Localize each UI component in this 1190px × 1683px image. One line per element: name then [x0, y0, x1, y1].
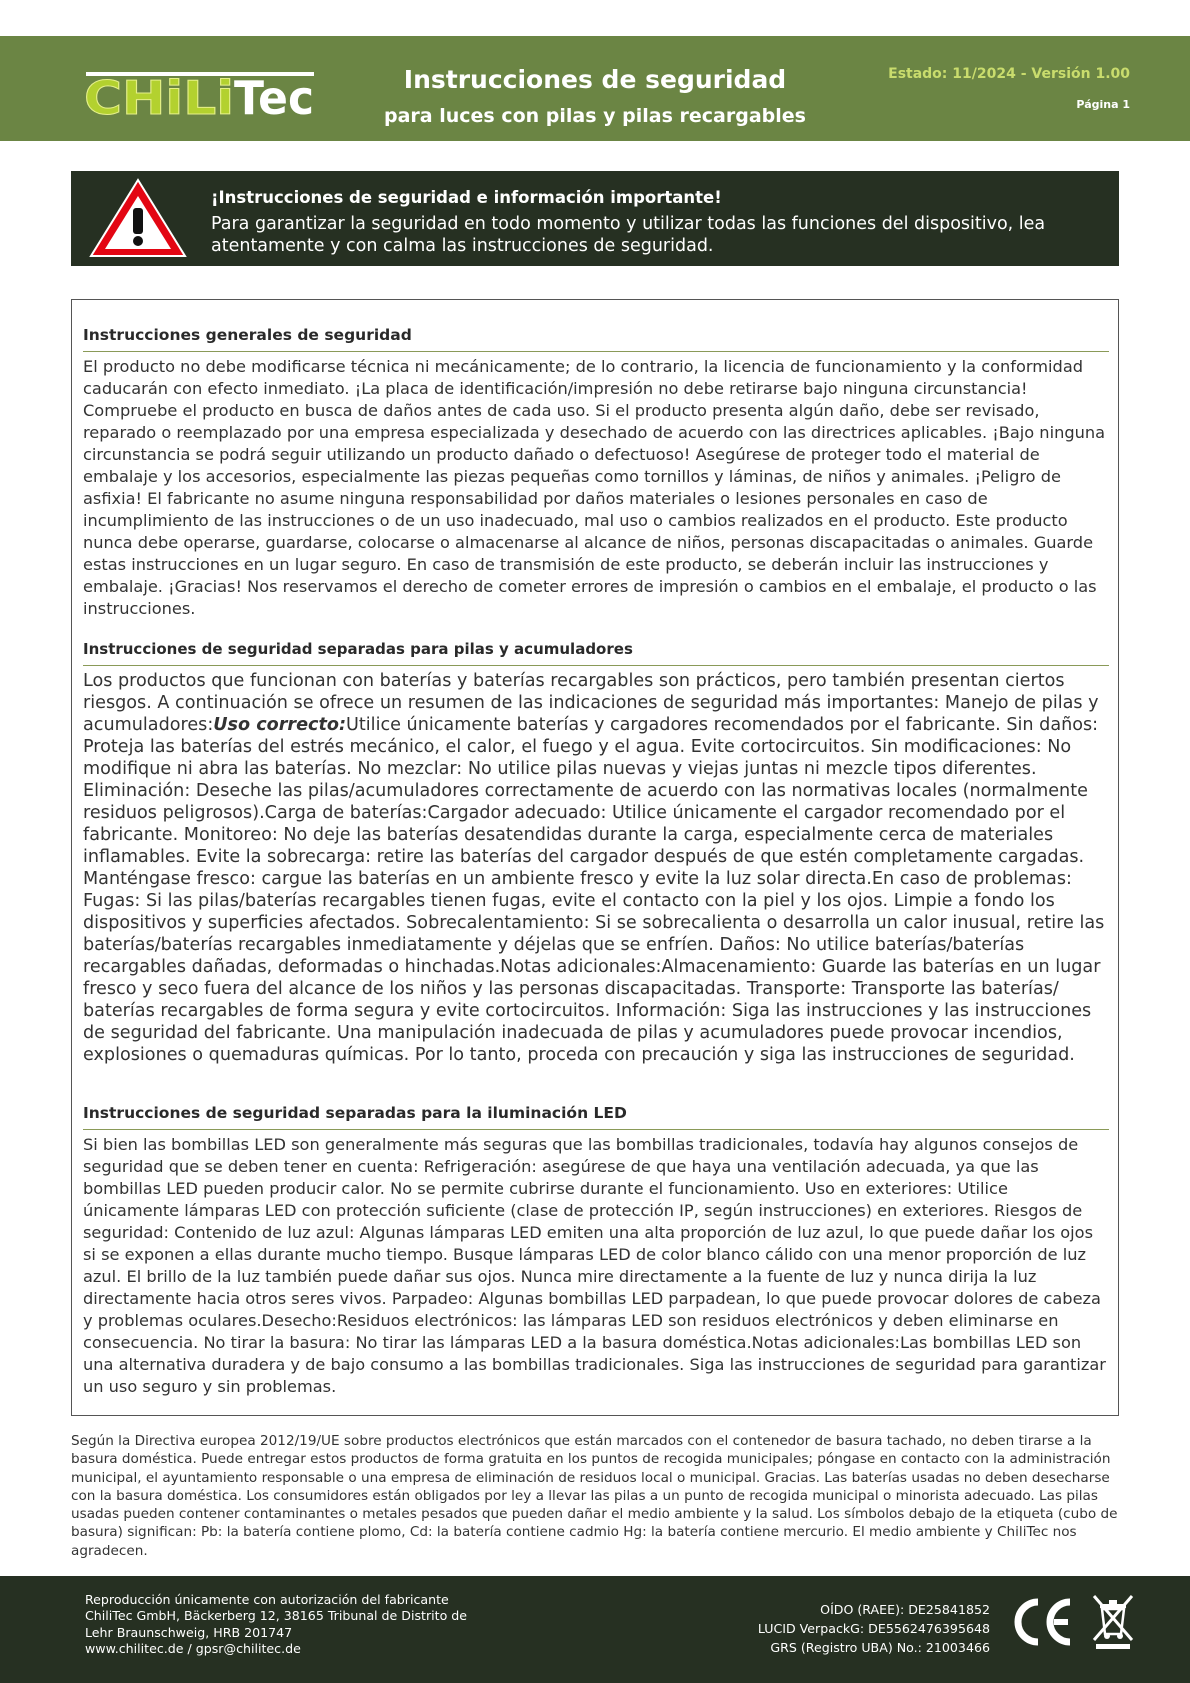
- section-general-safety: [83, 325, 1109, 620]
- section-title: Instrucciones de seguridad separadas para pilas y acumuladores: [83, 639, 1109, 666]
- warning-banner: [71, 171, 1119, 266]
- section-led-safety: [83, 1103, 1109, 1398]
- body-text: Los productos que funcionan con baterías y baterías recargables son prácticos, pero también presentan ciertos riesgos. A continuación se ofrece un resumen de las indicaciones de seguridad más importantes: Manejo de pilas y acumuladores:: [83, 671, 1099, 735]
- chilitec-logo: [84, 70, 316, 118]
- title-block: [330, 64, 860, 130]
- registration-info: [758, 1600, 990, 1657]
- warning-title: ¡Instrucciones de seguridad e información importante!: [211, 188, 722, 207]
- registration-line: LUCID VerpackG: DE5562476395648: [757, 1621, 990, 1636]
- warning-triangle-icon: [88, 176, 188, 260]
- svg-text:Tec: Tec: [234, 71, 314, 118]
- manufacturer-info: [85, 1592, 467, 1657]
- section-body: Si bien las bombillas LED son generalmente más seguras que las bombillas tradicionales, todavía hay algunos consejos de seguridad que se deben tener en cuenta: Refrigeración: asegúrese de que haya una ventilación adecuada, ya que las bombillas LED pueden producir calor. No se permite cubrirse durante el funcionamiento. Uso en exteriores: Utilice únicamente lámparas LED con protección suficiente (clase de protección IP, según instrucciones) en exteriores. Riesgos de seguridad: Contenido de luz azul: Algunas lámparas LED emiten una alta proporción de luz azul, lo que puede dañar los ojos si se exponen a ellas durante mucho tiempo. Busque lámparas LED de color blanco cálido con una menor proporción de luz azul. El brillo de la luz también puede dañar sus ojos. Nunca mire directamente a la fuente de luz y nunca dirija la luz directamente hacia otros seres vivos. Parpadeo: Algunas bombillas LED parpadean, lo que puede provocar dolores de cabeza y problemas oculares.Desecho:Residuos electrónicos: las lámparas LED son residuos electrónicos y deben eliminarse en consecuencia. No tirar la basura: No tirar las lámparas LED a la basura doméstica.Notas adicionales:Las bombillas LED son una alternativa duradera y de bajo consumo a las bombillas tradicionales. Siga las instrucciones de seguridad para garantizar un uso seguro y sin problemas.: [83, 1135, 1106, 1396]
- section-battery-safety: [83, 639, 1109, 1066]
- page-footer: [0, 1576, 1190, 1683]
- version-status: Estado: 11/2024 - Versión 1.00: [888, 66, 1130, 82]
- safety-instructions-box: [71, 299, 1119, 1416]
- ce-mark-icon: [1010, 1596, 1074, 1648]
- footer-line: Lehr Braunschweig, HRB 201747: [85, 1624, 293, 1640]
- section-title: Instrucciones generales de seguridad: [83, 325, 1109, 352]
- section-body: [83, 670, 1109, 1066]
- section-body: El producto no debe modificarse técnica ni mecánicamente; de lo contrario, la licencia de funcionamiento y la conformidad caducarán con efecto inmediato. ¡La placa de identificación/impresión no debe retirarse bajo ninguna circunstancia! Compruebe el producto en busca de daños antes de cada uso. Si el producto presenta algún daño, debe ser revisado, reparado o reemplazado por una empresa especializada y desechado de acuerdo con las directrices aplicables. ¡Bajo ninguna circunstancia se podrá seguir utilizando un producto dañado o defectuoso! Asegúrese de proteger todo el material de embalaje y los accesorios, especialmente las piezas pequeñas como tornillos y láminas, de niños y animales. ¡Peligro de asfixia! El fabricante no asume ninguna responsabilidad por daños materiales o lesiones personales en caso de incumplimiento de las instrucciones o de un uso inadecuado, mal uso o cambios realizados en el producto. Este producto nunca debe operarse, guardarse, colocarse o almacenarse al alcance de niños, personas discapacitadas o animales. Guarde estas instrucciones en un lugar seguro. En caso de transmisión de este producto, se deberán incluir las instrucciones y embalaje. ¡Gracias! Nos reservamos el derecho de cometer errores de impresión o cambios en el embalaje, el producto o las instrucciones.: [83, 357, 1106, 618]
- crossed-out-bin-icon: [1090, 1592, 1136, 1650]
- section-title: Instrucciones de seguridad separadas para la iluminación LED: [83, 1103, 1109, 1130]
- document-title: Instrucciones de seguridad: [403, 65, 787, 94]
- page-header: [0, 36, 1190, 141]
- emphasis-text: Uso correcto:: [213, 715, 347, 735]
- footer-website: www.chilitec.de / gpsr@chilitec.de: [85, 1640, 301, 1656]
- document-subtitle: para luces con pilas y pilas recargables: [384, 105, 806, 127]
- warning-text: [211, 187, 1101, 257]
- page-number: Página 1: [1076, 98, 1130, 111]
- registration-line: OÍDO (RAEE): DE25841852: [820, 1602, 990, 1617]
- footer-line: Reproducción únicamente con autorización del fabricante: [85, 1592, 449, 1607]
- warning-body: Para garantizar la seguridad en todo momento y utilizar todas las funciones del dispositivo, lea atentamente y con calma las instrucciones de seguridad.: [211, 214, 1046, 256]
- footer-line: ChiliTec GmbH, Bäckerberg 12, 38165 Tribunal de Distrito de: [85, 1608, 468, 1624]
- body-text: Utilice únicamente baterías y cargadores recomendados por el fabricante. Sin daños: Proteja las baterías del estrés mecánico, el calor, el fuego y el agua. Evite cortocircuitos. Sin modificaciones: No modifique ni abra las baterías. No mezclar: No utilice pilas nuevas y viejas juntas ni mezcle tipos diferentes. Eliminación: Deseche las pilas/acumuladores correctamente de acuerdo con las normativas locales (normalmente residuos peligrosos).Carga de baterías:Cargador adecuado: Utilice únicamente el cargador recomendado por el fabricante. Monitoreo: No deje las baterías desatendidas durante la carga, especialmente cerca de materiales inflamables. Evite la sobrecarga: retire las baterías del cargador después de que estén completamente cargadas. Manténgase fresco: cargue las baterías en un ambiente fresco y evite la luz solar directa.En caso de problemas: Fugas: Si las pilas/baterías recargables tienen fugas, evite el contacto con la piel y los ojos. Limpie a fondo los dispositivos y superficies afectados. Sobrecalentamiento: Si se sobrecalienta o desarrolla un calor inusual, retire las baterías/baterías recargables inmediatamente y déjelas que se enfríen. Daños: No utilice baterías/baterías recargables dañadas, deformadas o hinchadas.Notas adicionales:Almacenamiento: Guarde las baterías en un lugar fresco y seco fuera del alcance de los niños y las personas discapacitadas. Transporte: Transporte las baterías/ baterías recargables de forma segura y evite cortocircuitos. Información: Siga las instrucciones y las instrucciones de seguridad del fabricante. Una manipulación inadecuada de pilas y acumuladores puede provocar incendios, explosiones o quemaduras químicas. Por lo tanto, proceda con precaución y siga las instrucciones de seguridad.: [83, 715, 1105, 1065]
- weee-disposal-notice: Según la Directiva europea 2012/19/UE sobre productos electrónicos que están marcados con el contenedor de basura tachado, no deben tirarse a la basura doméstica. Puede entregar estos productos de forma gratuita en los puntos de recogida municipales; póngase en contacto con la administración municipal, el ayuntamiento responsable o una empresa de eliminación de residuos local o municipal. Gracias. Las baterías usadas no deben desecharse con la basura doméstica. Los consumidores están obligados por ley a llevar las pilas a un punto de recogida municipal o minorista adecuado. Las pilas usadas pueden contener contaminantes o metales pesados que pueden dañar el medio ambiente y la salud. Los símbolos debajo de la etiqueta (cubo de basura) significan: Pb: la batería contiene plomo, Cd: la batería contiene cadmio Hg: la batería contiene mercurio. El medio ambiente y ChiliTec nos agradecen.: [71, 1433, 1118, 1559]
- registration-line: GRS (Registro UBA) No.: 21003466: [770, 1640, 990, 1655]
- svg-text:CHiLi: CHiLi: [84, 71, 234, 118]
